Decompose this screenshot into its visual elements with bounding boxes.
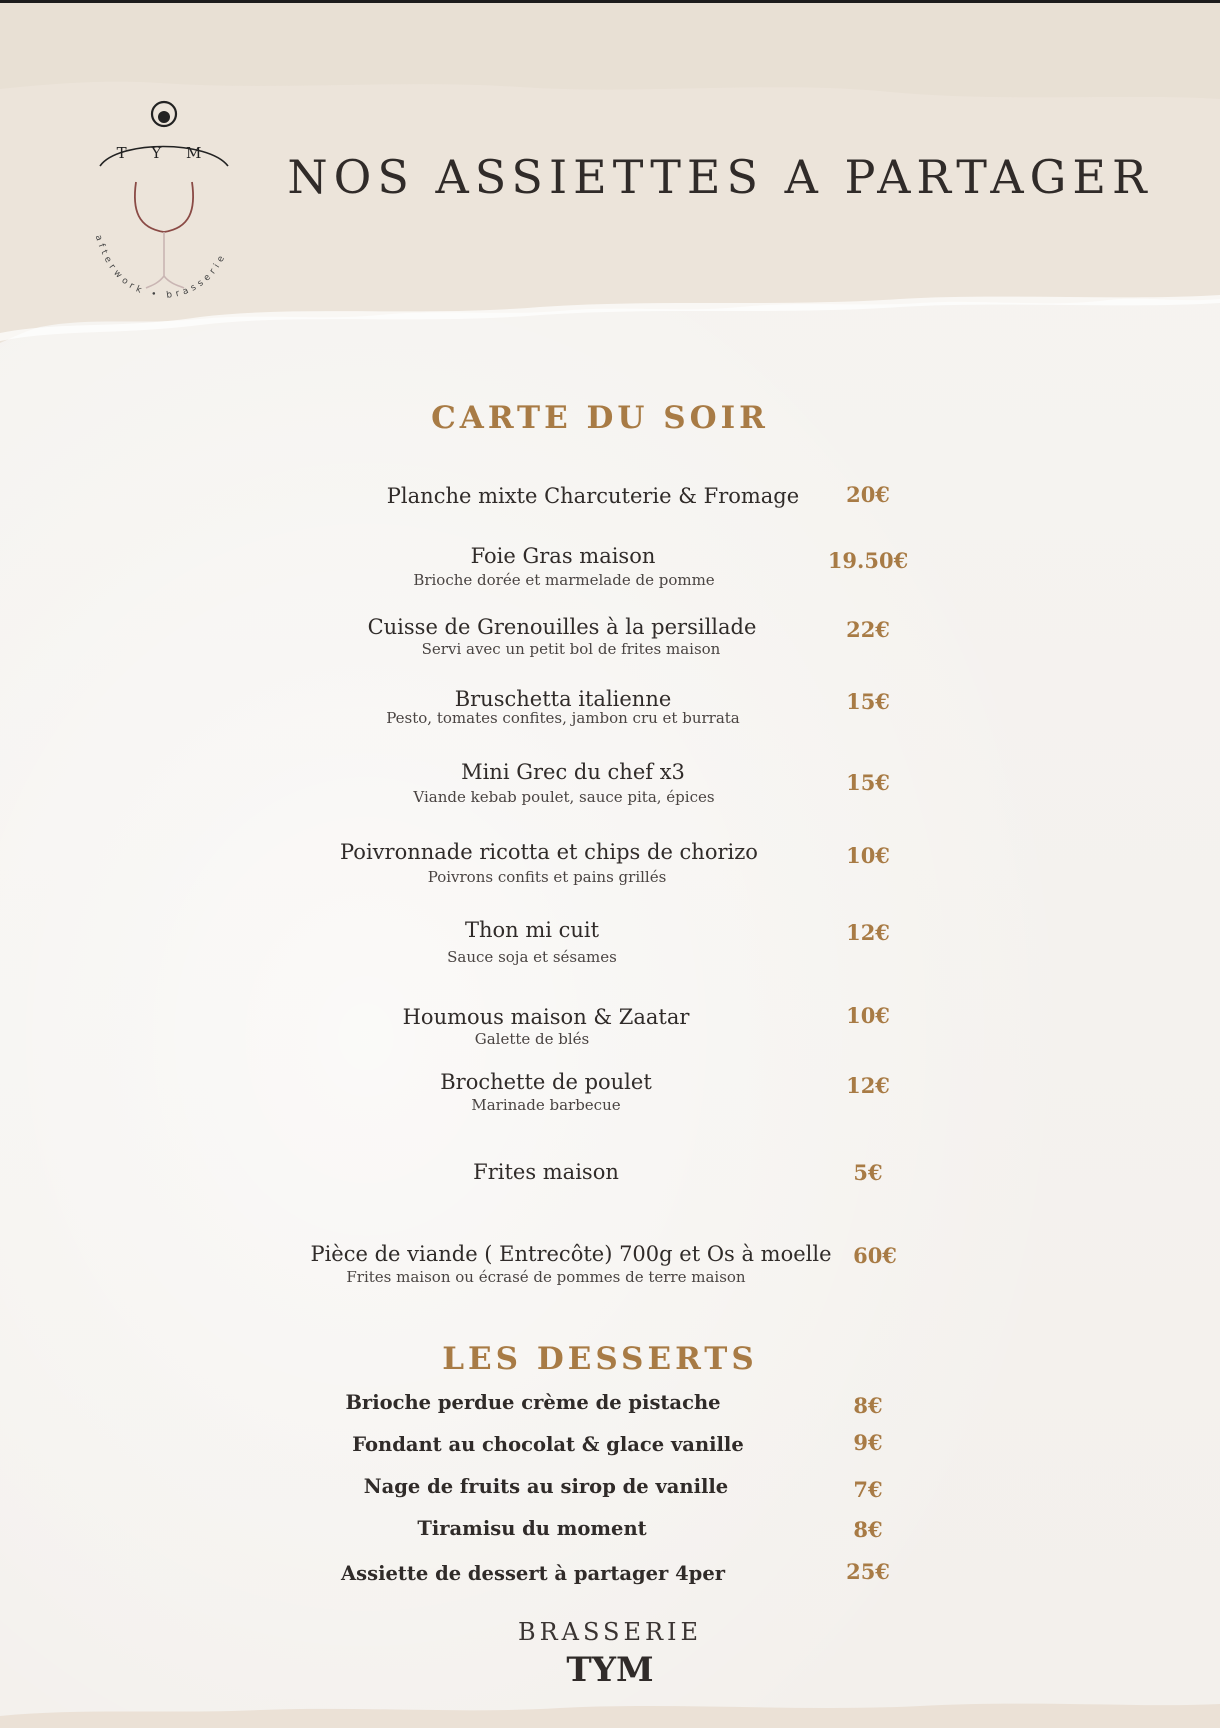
- menu-item-price: 15€: [846, 770, 890, 795]
- footer-brand-small: BRASSERIE: [517, 1618, 703, 1646]
- menu-item-name: Poivronnade ricotta et chips de chorizo: [340, 840, 758, 864]
- menu-item-name: Brochette de poulet: [440, 1070, 652, 1094]
- menu-item-desc: Servi avec un petit bol de frites maison: [421, 640, 721, 658]
- dessert-price: 7€: [853, 1477, 883, 1502]
- menu-item-price: 10€: [846, 1003, 890, 1028]
- dessert-name: Fondant au chocolat & glace vanille: [352, 1433, 744, 1456]
- page-title: NOS ASSIETTES A PARTAGER: [287, 150, 1153, 204]
- menu-item-desc: Galette de blés: [474, 1030, 590, 1048]
- logo-ring-text: afterwork • brasserie: [92, 233, 229, 302]
- menu-item-name: Bruschetta italienne: [454, 687, 672, 711]
- footer-paper-band: [0, 1694, 1220, 1728]
- dessert-price: 25€: [846, 1559, 890, 1584]
- menu-item-name: Frites maison: [473, 1160, 619, 1184]
- menu-item-name: Mini Grec du chef x3: [461, 760, 685, 784]
- footer-brand-big: TYM: [566, 1650, 654, 1690]
- menu-item-price: 12€: [846, 920, 890, 945]
- dessert-name: Nage de fruits au sirop de vanille: [363, 1475, 729, 1498]
- tym-logo: [88, 100, 248, 310]
- menu-item-name: Planche mixte Charcuterie & Fromage: [386, 484, 800, 508]
- dessert-price: 9€: [853, 1430, 883, 1455]
- wine-glass-icon: [88, 100, 248, 310]
- menu-item-desc: Marinade barbecue: [471, 1096, 621, 1114]
- menu-item-desc: Brioche dorée et marmelade de pomme: [413, 571, 715, 589]
- dessert-price: 8€: [853, 1517, 883, 1542]
- dessert-name: Assiette de dessert à partager 4per: [340, 1562, 725, 1585]
- menu-item-name: Cuisse de Grenouilles à la persillade: [367, 615, 757, 639]
- menu-item-price: 20€: [846, 482, 890, 507]
- menu-item-name: Pièce de viande ( Entrecôte) 700g et Os à moelle: [310, 1242, 832, 1266]
- menu-item-name: Foie Gras maison: [470, 544, 656, 568]
- dessert-name: Brioche perdue crème de pistache: [345, 1391, 721, 1414]
- menu-item-desc: Frites maison ou écrasé de pommes de terre maison: [346, 1268, 746, 1286]
- dessert-price: 8€: [853, 1393, 883, 1418]
- menu-item-desc: Pesto, tomates confites, jambon cru et burrata: [386, 709, 740, 727]
- menu-item-name: Thon mi cuit: [464, 918, 600, 942]
- menu-item-price: 15€: [846, 689, 890, 714]
- menu-item-desc: Poivrons confits et pains grillés: [427, 868, 667, 886]
- menu-item-price: 60€: [853, 1243, 897, 1268]
- logo-initials: T Y M: [116, 144, 212, 162]
- menu-item-price: 22€: [846, 617, 890, 642]
- menu-item-price: 5€: [853, 1160, 883, 1185]
- menu-item-price: 12€: [846, 1073, 890, 1098]
- menu-item-price: 10€: [846, 843, 890, 868]
- menu-item-name: Houmous maison & Zaatar: [402, 1005, 690, 1029]
- section-title-carte: CARTE DU SOIR: [431, 400, 769, 436]
- section-title-desserts: LES DESSERTS: [442, 1341, 758, 1377]
- menu-item-desc: Viande kebab poulet, sauce pita, épices: [413, 788, 715, 806]
- menu-item-price: 19.50€: [827, 548, 909, 573]
- menu-item-desc: Sauce soja et sésames: [447, 948, 617, 966]
- dessert-name: Tiramisu du moment: [417, 1517, 647, 1540]
